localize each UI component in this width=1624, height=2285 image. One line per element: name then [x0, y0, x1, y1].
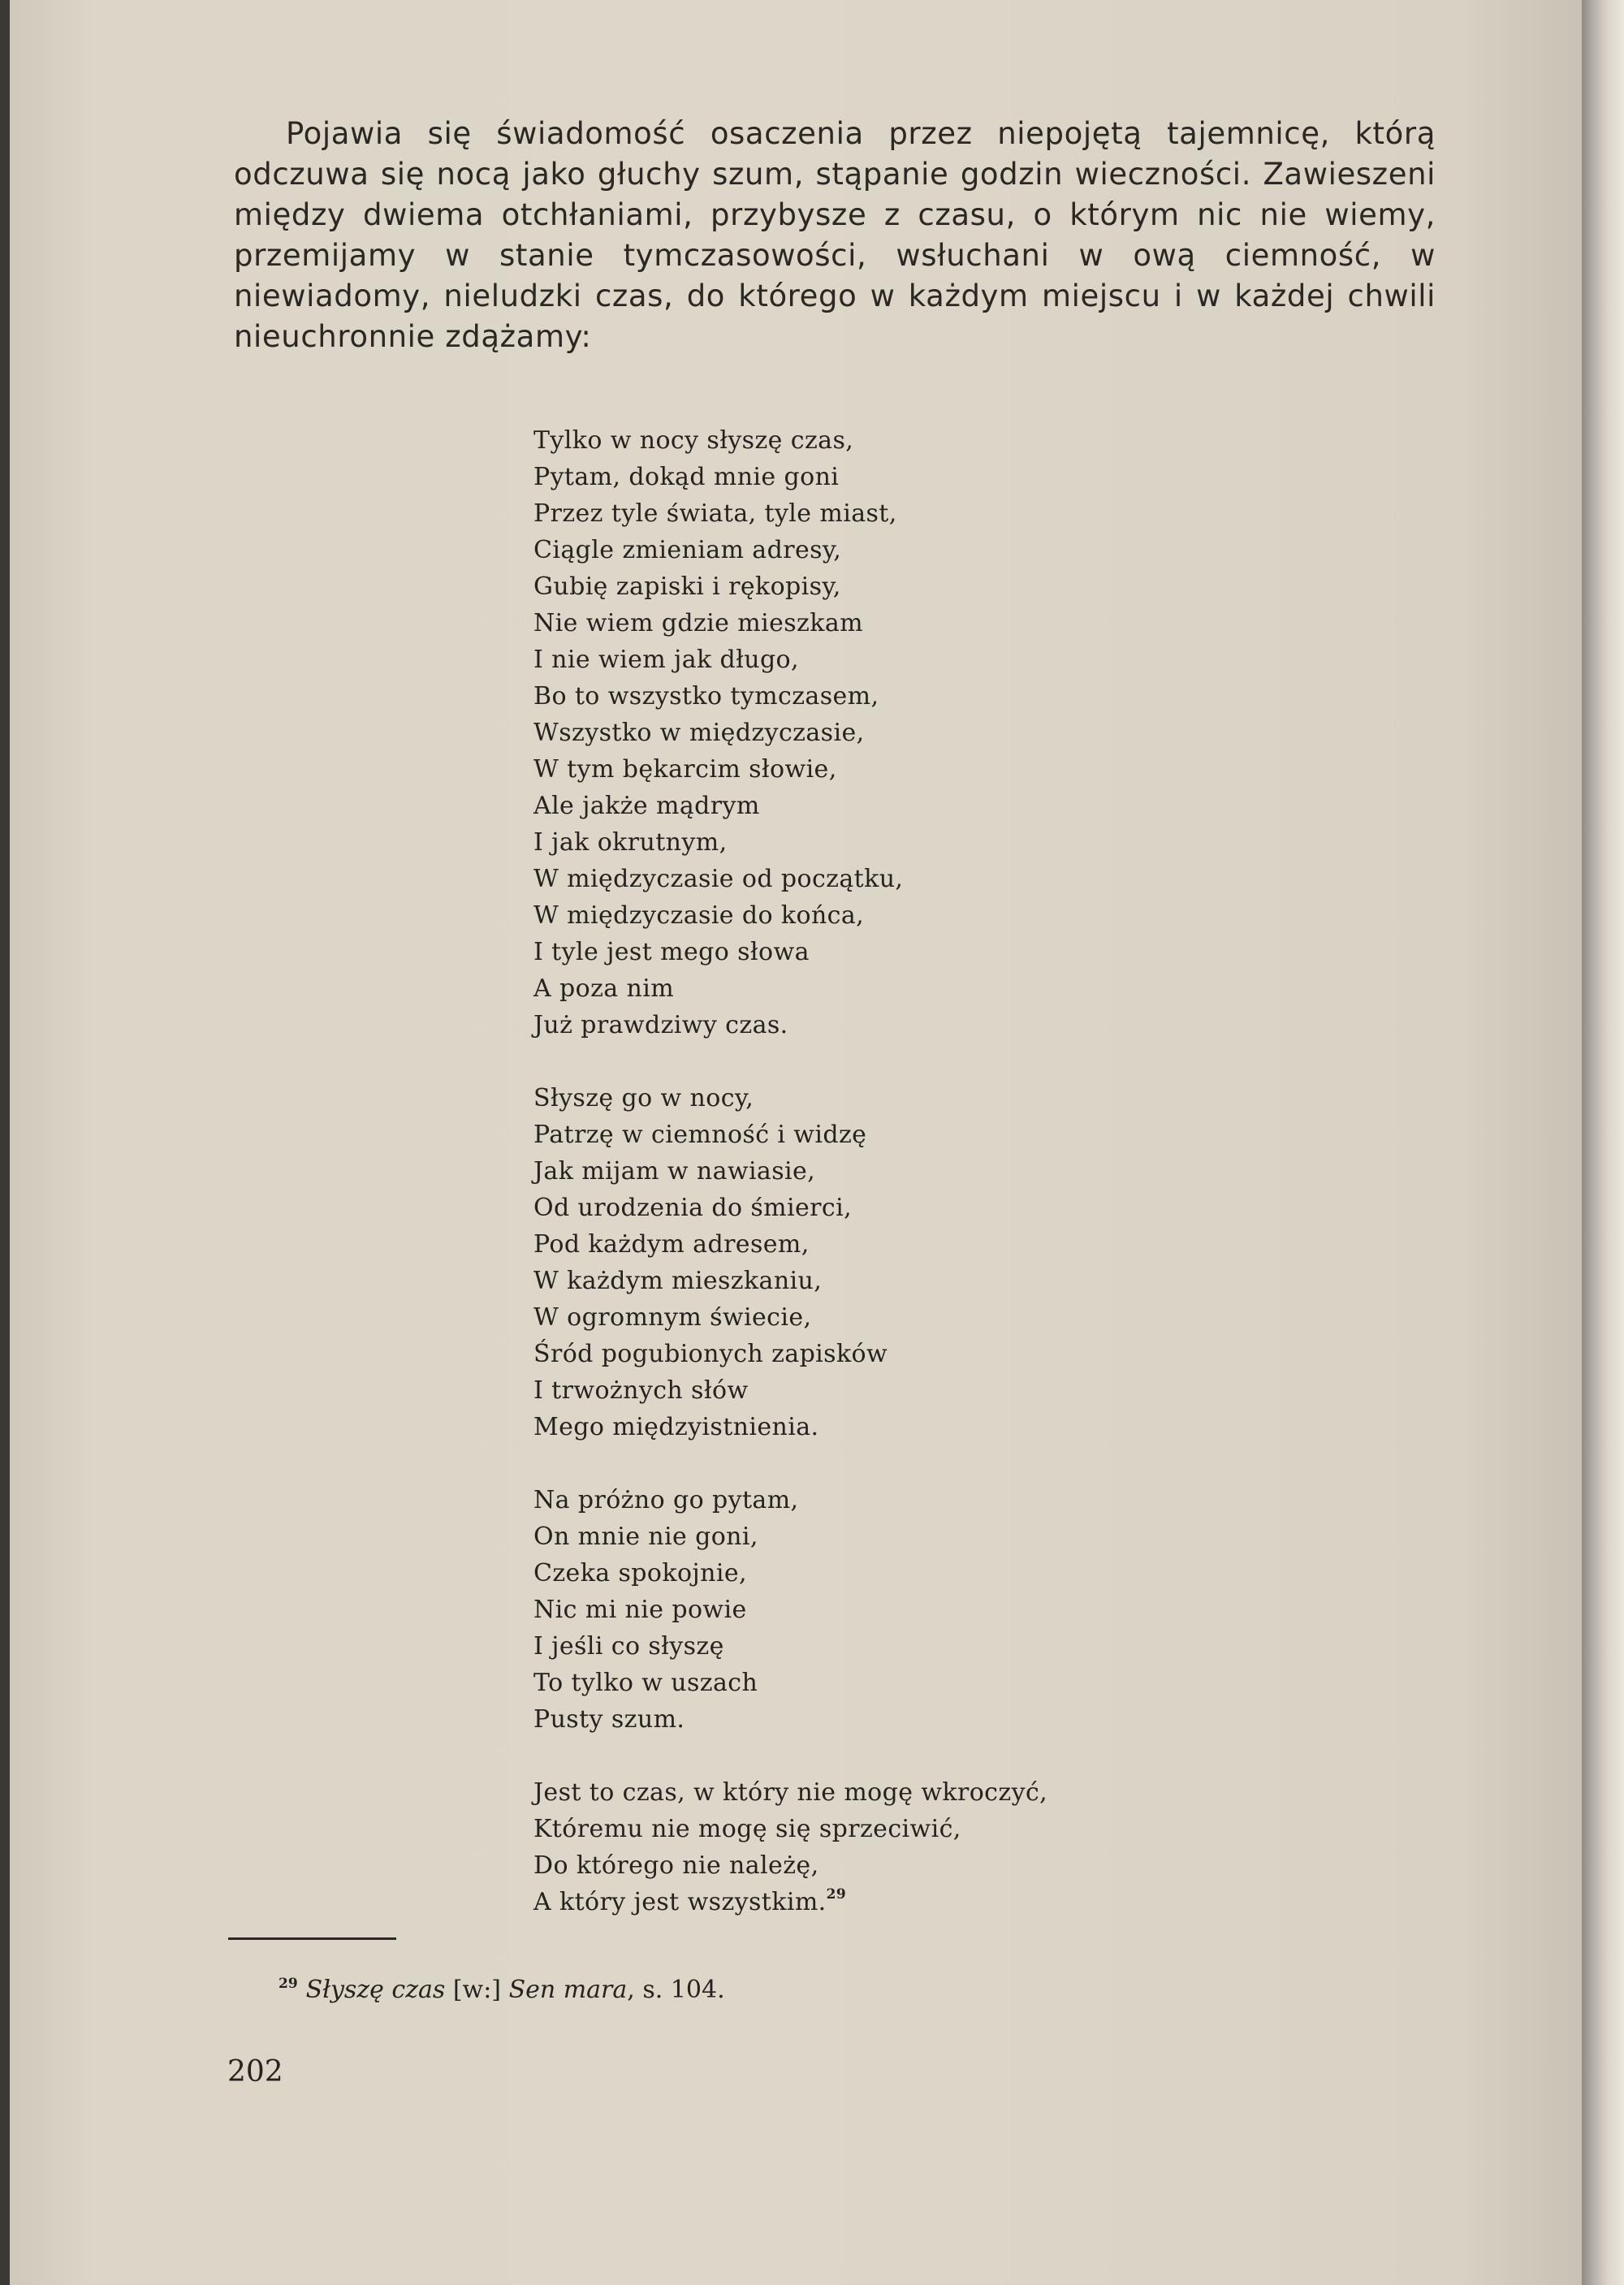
poem-line: I nie wiem jak długo,: [533, 646, 799, 674]
footnote-marker: 29: [279, 1976, 298, 1992]
poem-line: Pusty szum.: [533, 1705, 685, 1734]
footnote-page: , s. 104.: [627, 1976, 725, 2004]
poem-line: Tylko w nocy słyszę czas,: [533, 426, 854, 455]
poem-line: Już prawdziwy czas.: [533, 1011, 788, 1039]
poem: [533, 422, 1345, 1920]
footnote-reference: 29: [826, 1886, 847, 1903]
intro-paragraph: Pojawia się świadomość osaczenia przez niepojętą tajemnicę, którą odczuwa się nocą jako głuchy szum, stąpanie godzin wieczności. Zawieszeni między dwiema otchłaniami, przybysze z czasu, o którym nic nie wiemy, przemijamy w stanie tymczasowości, wsłuchani w ową ciemność, w niewiadomy, nieludzki czas, do którego w każdym miejscu i w każdej chwili nieuchronnie zdążamy:: [234, 116, 1436, 354]
poem-line: Od urodzenia do śmierci,: [533, 1194, 853, 1222]
poem-stanza-4: [533, 1774, 1345, 1920]
poem-line: On mnie nie goni,: [533, 1523, 758, 1551]
footnote: [279, 1967, 725, 2007]
poem-line: Nic mi nie powie: [533, 1596, 747, 1624]
poem-line: Pytam, dokąd mnie goni: [533, 463, 840, 491]
poem-line: W każdym mieszkaniu,: [533, 1267, 823, 1295]
page-number: 202: [227, 2055, 283, 2088]
footnote-middle: [w:]: [445, 1976, 509, 2004]
book-binding-edge: [1582, 0, 1624, 2285]
poem-line: A poza nim: [533, 974, 675, 1003]
poem-stanza-3: [533, 1482, 1345, 1738]
poem-line: Jak mijam w nawiasie,: [533, 1157, 816, 1186]
poem-line: Jest to czas, w który nie mogę wkroczyć,: [533, 1778, 1048, 1807]
poem-line: Ciągle zmieniam adresy,: [533, 536, 842, 564]
poem-line: Słyszę go w nocy,: [533, 1084, 754, 1112]
poem-line: I jeśli co słyszę: [533, 1632, 724, 1661]
poem-line: Pod każdym adresem,: [533, 1230, 810, 1259]
poem-line: W międzyczasie od początku,: [533, 865, 904, 893]
page-left-shadow: [0, 0, 10, 2285]
poem-line: Śród pogubionych zapisków: [533, 1340, 888, 1368]
footnote-divider: [228, 1937, 396, 1940]
poem-line: Któremu nie mogę się sprzeciwić,: [533, 1815, 961, 1843]
poem-stanza-1: [533, 422, 1345, 1043]
poem-line: Patrzę w ciemność i widzę: [533, 1121, 867, 1149]
poem-line: Ale jakże mądrym: [533, 792, 760, 820]
poem-line: W ogromnym świecie,: [533, 1303, 812, 1332]
poem-line: Czeka spokojnie,: [533, 1559, 747, 1587]
poem-stanza-2: [533, 1080, 1345, 1445]
poem-line: Gubię zapiski i rękopisy,: [533, 572, 841, 601]
poem-line: A który jest wszystkim.$^{29}$: [533, 1886, 847, 1916]
poem-line: W międzyczasie do końca,: [533, 901, 865, 930]
poem-line: I trwożnych słów: [533, 1376, 749, 1405]
poem-line: Bo to wszystko tymczasem,: [533, 682, 879, 711]
poem-line: To tylko w uszach: [533, 1669, 758, 1697]
poem-line: Mego międzyistnienia.: [533, 1413, 819, 1441]
poem-line: Nie wiem gdzie mieszkam: [533, 609, 863, 637]
footnote-title: Słyszę czas: [305, 1976, 446, 2004]
poem-line: W tym bękarcim słowie,: [533, 755, 837, 784]
poem-line: Do którego nie należę,: [533, 1851, 819, 1880]
poem-line: I jak okrutnym,: [533, 828, 728, 857]
poem-line: Na próżno go pytam,: [533, 1486, 799, 1514]
footnote-source: Sen mara: [508, 1976, 628, 2004]
poem-line: Przez tyle świata, tyle miast,: [533, 499, 897, 528]
poem-line: I tyle jest mego słowa: [533, 938, 810, 966]
poem-line: Wszystko w międzyczasie,: [533, 719, 865, 747]
